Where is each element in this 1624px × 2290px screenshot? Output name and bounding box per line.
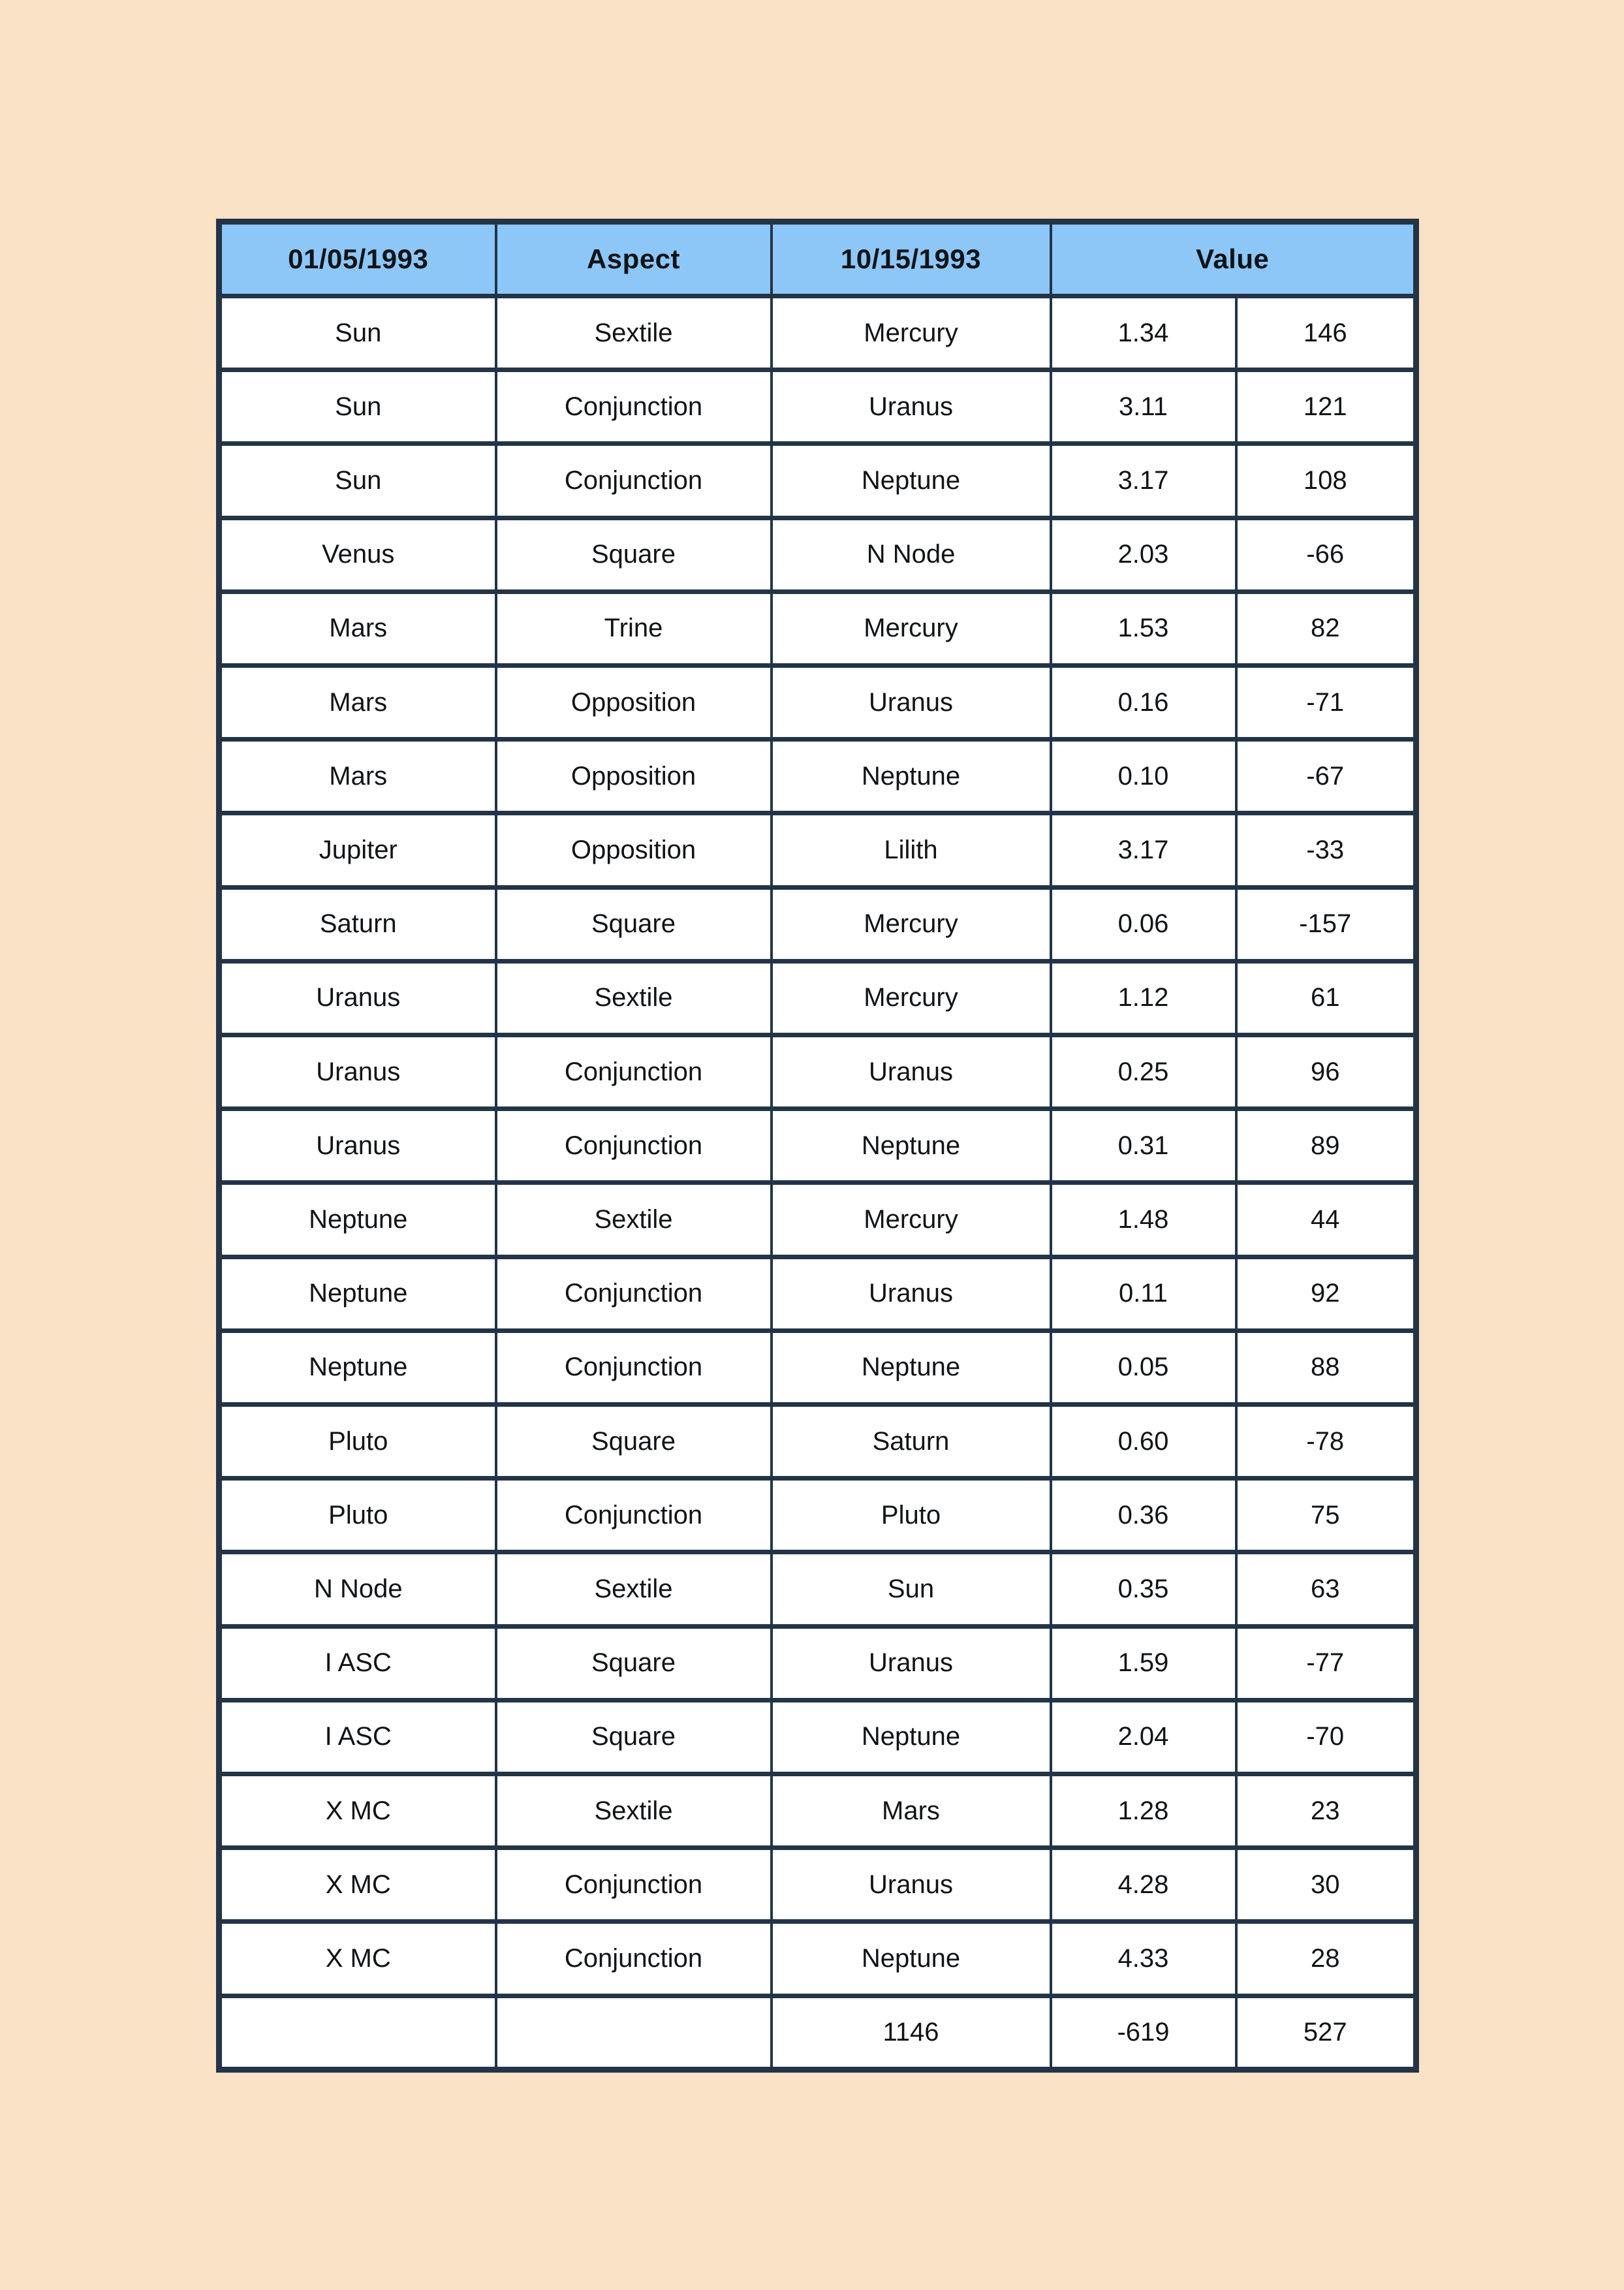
table-row (219, 518, 1416, 591)
table-row (219, 887, 1416, 961)
table-row (219, 1035, 1416, 1109)
value-score-cell: -157 (1236, 887, 1416, 961)
planet-1-cell: N Node (219, 1552, 496, 1626)
value-score-cell: -66 (1236, 518, 1416, 591)
table-row (219, 1552, 1416, 1626)
aspect-cell: Square (496, 1700, 772, 1774)
planet-2-cell: Neptune (772, 1330, 1051, 1404)
aspect-cell: Conjunction (496, 1330, 772, 1404)
value-score-cell: -78 (1236, 1405, 1416, 1479)
value-score-cell: 108 (1236, 444, 1416, 518)
table-row (219, 591, 1416, 665)
aspect-cell: Conjunction (496, 370, 772, 444)
value-orb-cell: 1.48 (1051, 1183, 1236, 1257)
value-score-cell: 121 (1236, 370, 1416, 444)
planet-2-cell: Neptune (772, 444, 1051, 518)
value-score-cell: 75 (1236, 1479, 1416, 1552)
planet-1-cell: I ASC (219, 1700, 496, 1774)
planet-2-cell: Uranus (772, 1848, 1051, 1922)
aspect-cell: Sextile (496, 961, 772, 1035)
planet-2-cell: Neptune (772, 740, 1051, 813)
planet-2-cell: Uranus (772, 1626, 1051, 1700)
value-score-cell: -70 (1236, 1700, 1416, 1774)
table-row (219, 961, 1416, 1035)
aspect-cell: Sextile (496, 296, 772, 370)
aspect-cell: Square (496, 1626, 772, 1700)
planet-1-cell: Uranus (219, 961, 496, 1035)
value-score-cell: -33 (1236, 813, 1416, 887)
value-score-cell: 28 (1236, 1922, 1416, 1996)
value-orb-cell: 1.12 (1051, 961, 1236, 1035)
table-row (219, 1479, 1416, 1552)
aspect-cell: Sextile (496, 1183, 772, 1257)
header-aspect: Aspect (496, 222, 772, 296)
planet-1-cell: Sun (219, 296, 496, 370)
planet-2-cell: Uranus (772, 666, 1051, 740)
value-orb-cell: 0.36 (1051, 1479, 1236, 1552)
value-orb-cell: 0.31 (1051, 1109, 1236, 1183)
table-row (219, 1626, 1416, 1700)
value-score-cell: -71 (1236, 666, 1416, 740)
table-row (219, 1700, 1416, 1774)
value-orb-cell: 3.11 (1051, 370, 1236, 444)
value-orb-cell: 4.33 (1051, 1922, 1236, 1996)
table-row (219, 1183, 1416, 1257)
planet-1-cell: Pluto (219, 1405, 496, 1479)
aspect-cell: Square (496, 887, 772, 961)
value-score-cell: 30 (1236, 1848, 1416, 1922)
table-row (219, 1109, 1416, 1183)
total-planet-1-cell (219, 1996, 496, 2069)
planet-2-cell: Mercury (772, 887, 1051, 961)
planet-2-cell: Mercury (772, 1183, 1051, 1257)
value-orb-cell: 3.17 (1051, 813, 1236, 887)
table-row (219, 296, 1416, 370)
planet-2-cell: Pluto (772, 1479, 1051, 1552)
header-date-left: 01/05/1993 (219, 222, 496, 296)
value-orb-cell: 0.05 (1051, 1330, 1236, 1404)
aspect-cell: Trine (496, 591, 772, 665)
value-orb-cell: 2.03 (1051, 518, 1236, 591)
aspect-cell: Conjunction (496, 1035, 772, 1109)
value-score-cell: 89 (1236, 1109, 1416, 1183)
planet-1-cell: X MC (219, 1922, 496, 1996)
planet-2-cell: Lilith (772, 813, 1051, 887)
total-planet-2-cell: 1146 (772, 1996, 1051, 2069)
value-orb-cell: 2.04 (1051, 1700, 1236, 1774)
aspect-cell: Conjunction (496, 1922, 772, 1996)
value-score-cell: -77 (1236, 1626, 1416, 1700)
value-orb-cell: 4.28 (1051, 1848, 1236, 1922)
planet-1-cell: Neptune (219, 1183, 496, 1257)
planet-1-cell: Uranus (219, 1035, 496, 1109)
planet-2-cell: Uranus (772, 370, 1051, 444)
planet-2-cell: Mercury (772, 296, 1051, 370)
header-row (219, 222, 1416, 296)
value-orb-cell: 1.59 (1051, 1626, 1236, 1700)
planet-2-cell: Neptune (772, 1109, 1051, 1183)
value-orb-cell: 0.11 (1051, 1257, 1236, 1330)
value-orb-cell: 1.28 (1051, 1774, 1236, 1848)
aspects-table (216, 219, 1419, 2073)
value-orb-cell: 0.16 (1051, 666, 1236, 740)
aspect-cell: Opposition (496, 813, 772, 887)
value-score-cell: 23 (1236, 1774, 1416, 1848)
planet-1-cell: Mars (219, 666, 496, 740)
table-row (219, 1257, 1416, 1330)
table-row (219, 444, 1416, 518)
planet-1-cell: X MC (219, 1774, 496, 1848)
totals-row (219, 1996, 1416, 2069)
planet-2-cell: Neptune (772, 1700, 1051, 1774)
aspect-cell: Opposition (496, 666, 772, 740)
aspect-cell: Opposition (496, 740, 772, 813)
value-score-cell: -67 (1236, 740, 1416, 813)
aspect-cell: Conjunction (496, 1848, 772, 1922)
planet-2-cell: Mercury (772, 591, 1051, 665)
total-value-orb-cell: -619 (1051, 1996, 1236, 2069)
planet-1-cell: Pluto (219, 1479, 496, 1552)
value-score-cell: 96 (1236, 1035, 1416, 1109)
table-row (219, 1848, 1416, 1922)
table-row (219, 370, 1416, 444)
value-score-cell: 63 (1236, 1552, 1416, 1626)
planet-1-cell: Mars (219, 740, 496, 813)
table-body (219, 296, 1416, 2070)
planet-1-cell: Mars (219, 591, 496, 665)
planet-2-cell: Uranus (772, 1035, 1051, 1109)
planet-1-cell: Jupiter (219, 813, 496, 887)
aspect-cell: Sextile (496, 1552, 772, 1626)
planet-1-cell: Sun (219, 370, 496, 444)
value-score-cell: 146 (1236, 296, 1416, 370)
table-row (219, 1330, 1416, 1404)
value-score-cell: 88 (1236, 1330, 1416, 1404)
value-orb-cell: 0.60 (1051, 1405, 1236, 1479)
planet-1-cell: Neptune (219, 1257, 496, 1330)
value-orb-cell: 0.06 (1051, 887, 1236, 961)
table-row (219, 740, 1416, 813)
planet-1-cell: Sun (219, 444, 496, 518)
total-value-score-cell: 527 (1236, 1996, 1416, 2069)
planet-1-cell: Uranus (219, 1109, 496, 1183)
value-score-cell: 44 (1236, 1183, 1416, 1257)
aspect-cell: Square (496, 1405, 772, 1479)
aspect-cell: Sextile (496, 1774, 772, 1848)
table-row (219, 666, 1416, 740)
aspect-cell: Conjunction (496, 1109, 772, 1183)
planet-2-cell: Mercury (772, 961, 1051, 1035)
planet-2-cell: Mars (772, 1774, 1051, 1848)
value-score-cell: 92 (1236, 1257, 1416, 1330)
aspect-cell: Conjunction (496, 444, 772, 518)
planet-1-cell: Neptune (219, 1330, 496, 1404)
planet-1-cell: X MC (219, 1848, 496, 1922)
planet-1-cell: I ASC (219, 1626, 496, 1700)
table-row (219, 1405, 1416, 1479)
value-orb-cell: 0.10 (1051, 740, 1236, 813)
table-row (219, 1774, 1416, 1848)
value-orb-cell: 0.25 (1051, 1035, 1236, 1109)
value-orb-cell: 0.35 (1051, 1552, 1236, 1626)
aspect-cell: Square (496, 518, 772, 591)
planet-2-cell: Uranus (772, 1257, 1051, 1330)
planet-1-cell: Saturn (219, 887, 496, 961)
header-value: Value (1051, 222, 1416, 296)
planet-2-cell: N Node (772, 518, 1051, 591)
value-score-cell: 82 (1236, 591, 1416, 665)
value-orb-cell: 1.53 (1051, 591, 1236, 665)
aspect-cell: Conjunction (496, 1479, 772, 1552)
total-aspect-cell (496, 1996, 772, 2069)
header-date-right: 10/15/1993 (772, 222, 1051, 296)
table-row (219, 813, 1416, 887)
value-orb-cell: 3.17 (1051, 444, 1236, 518)
table-row (219, 1922, 1416, 1996)
planet-2-cell: Sun (772, 1552, 1051, 1626)
value-score-cell: 61 (1236, 961, 1416, 1035)
planet-2-cell: Saturn (772, 1405, 1051, 1479)
value-orb-cell: 1.34 (1051, 296, 1236, 370)
planet-1-cell: Venus (219, 518, 496, 591)
planet-2-cell: Neptune (772, 1922, 1051, 1996)
aspect-cell: Conjunction (496, 1257, 772, 1330)
